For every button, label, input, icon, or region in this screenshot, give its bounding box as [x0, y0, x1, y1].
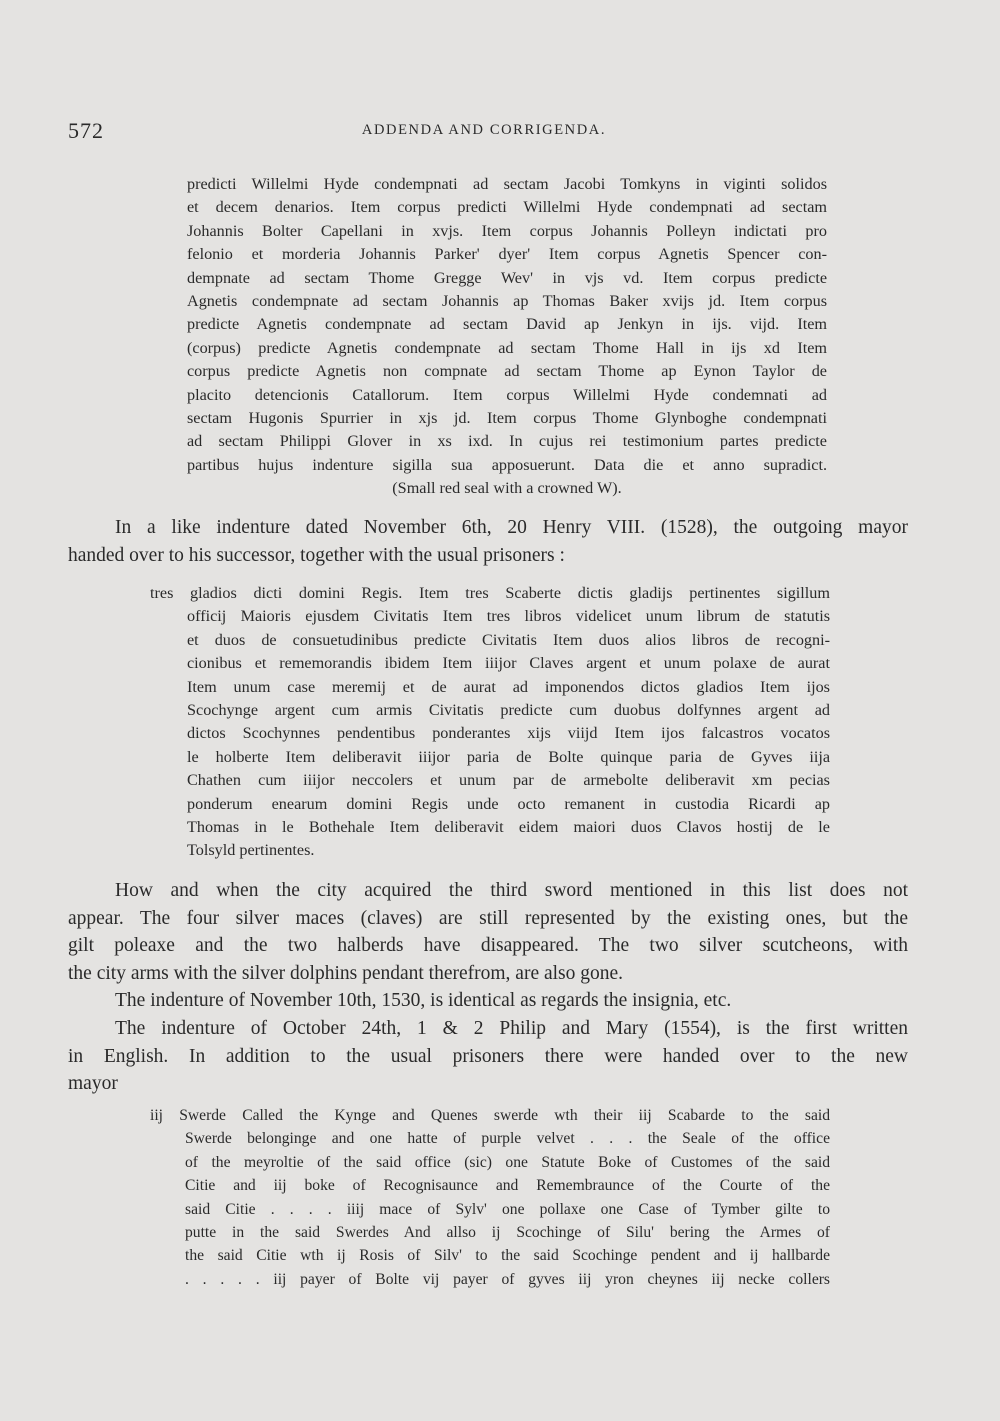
text-line: the said Citie wth ij Rosis of Silv' to the said Scochinge pendent and ij hallbarde: [185, 1247, 830, 1265]
text-line: Scochynge argent cum armis Civitatis predicte cum duobus dolfynnes argent ad: [187, 700, 830, 719]
text-line: the city arms with the silver dolphins pendant therefrom, are also gone.: [68, 962, 624, 984]
running-head: ADDENDA AND CORRIGENDA.: [361, 122, 607, 138]
text-line: sectam Hugonis Spurrier in xjs jd. Item corpus Thome Glynboghe condempnati: [187, 408, 827, 427]
text-line: le holberte Item deliberavit iiijor paria de Bolte quinque paria de Gyves iija: [187, 747, 830, 766]
text-line: ad sectam Philippi Glover in xs ixd. In cujus rei testimonium partes predicte: [187, 432, 827, 451]
page-number: 572: [68, 118, 104, 143]
text-line: . . . . . iij payer of Bolte vij payer of gyves iij yron cheynes iij necke collers: [185, 1270, 830, 1288]
text-line: dempnate ad sectam Thome Gregge Wev' in vjs vd. Item corpus predicte: [187, 268, 827, 287]
text-line: mayor: [68, 1073, 118, 1095]
text-line: predicte Agnetis condempnate ad sectam David ap Jenkyn in ijs. vijd. Item: [187, 315, 827, 334]
insignia-list-1528: [150, 582, 830, 863]
text-line: predicti Willelmi Hyde condempnati ad sectam Jacobi Tomkyns in viginti solidos: [187, 175, 827, 193]
text-line: Chathen cum iiijor neccolers et unum par de armebolte deliberavit xm pecias: [187, 771, 830, 790]
text-line: How and when the city acquired the third sword mentioned in this list does not: [115, 880, 908, 901]
text-line: handed over to his successor, together with the usual prisoners :: [68, 544, 565, 566]
text-line: corpus predicte Agnetis non compnate ad sectam Thome ap Eynon Taylor de: [187, 362, 827, 381]
text-line: Agnetis condempnate ad sectam Johannis ap Thomas Baker xvijs jd. Item corpus: [187, 291, 827, 310]
text-line: Johannis Bolter Capellani in xvjs. Item corpus Johannis Polleyn indictati pro: [187, 221, 827, 240]
text-line: of the meyroltie of the said office (sic) one Statute Boke of Customes of the said: [185, 1153, 830, 1171]
text-line: in English. In addition to the usual prisoners there were handed over to the new: [68, 1045, 908, 1067]
text-line: dictos Scochynnes pendentibus ponderantes xijs viijd Item ijos falcastros vocatos: [187, 724, 830, 743]
latin-extract-block: [187, 173, 827, 500]
text-line: officij Maioris ejusdem Civitatis Item tres libros videlicet unum librum de statutis: [187, 607, 830, 626]
text-line: iij Swerde Called the Kynge and Quenes swerde wth their iij Scabarde to the said: [150, 1107, 830, 1124]
text-line: felonio et morderia Johannis Parker' dyer' Item corpus Agnetis Spencer con-: [187, 245, 827, 264]
text-line: placito detencionis Catallorum. Item corpus Willelmi Hyde condemnati ad: [187, 385, 827, 404]
commentary-paragraphs: [68, 877, 908, 1098]
text-line: In a like indenture dated November 6th, 20 Henry VIII. (1528), the outgoing mayor: [115, 517, 908, 538]
seal-note: (Small red seal with a crowned W).: [392, 479, 622, 498]
text-line: gilt poleaxe and the two halberds have disappeared. The two silver scutcheons, with: [68, 935, 908, 957]
text-line: ponderum enearum domini Regis unde octo remanent in custodia Ricardi ap: [187, 794, 830, 813]
text-line-1530-indenture: The indenture of November 10th, 1530, is identical as regards the insignia, etc.: [115, 990, 732, 1012]
paragraph-1528-indenture: [68, 514, 908, 569]
page-header: [68, 118, 900, 148]
text-line: The indenture of October 24th, 1 & 2 Philip and Mary (1554), is the first written: [115, 1017, 908, 1039]
text-line: et decem denarios. Item corpus predicti Willelmi Hyde condempnati ad sectam: [187, 198, 827, 217]
text-line: et duos de consuetudinibus predicte Civitatis Item duos alios libros de recogni-: [187, 630, 830, 649]
text-line: putte in the said Swerdes And allso ij Scochinge of Silu' bering the Armes of: [185, 1223, 830, 1241]
text-line: Item unum case meremij et de aurat ad imponendos dictos gladios Item ijos: [187, 677, 830, 696]
text-line: partibus hujus indenture sigilla sua apposuerunt. Data die et anno supradict.: [187, 455, 827, 474]
text-line: said Citie . . . . iiij mace of Sylv' one pollaxe one Case of Tymber gilte to: [185, 1200, 830, 1218]
text-line: Swerde belonginge and one hatte of purple velvet . . . the Seale of the office: [185, 1130, 830, 1148]
english-extract-1554: [150, 1104, 830, 1291]
text-line: tres gladios dicti domini Regis. Item tres Scaberte dictis gladijs pertinentes sigillum: [150, 584, 830, 602]
text-line: Citie and iij boke of Recognisaunce and Remembraunce of the Courte of the: [185, 1177, 830, 1195]
text-line: appear. The four silver maces (claves) are still represented by the existing ones, but the: [68, 907, 908, 929]
text-line: Tolsyld pertinentes.: [187, 841, 315, 860]
text-line: (corpus) predicte Agnetis condempnate ad sectam Thome Hall in ijs xd Item: [187, 338, 827, 357]
text-line: cionibus et rememorandis ibidem Item iiijor Claves argent et unum polaxe de aurat: [187, 654, 830, 673]
text-line: Thomas in le Bothehale Item deliberavit eidem maiori duos Clavos hostij de le: [187, 817, 830, 836]
